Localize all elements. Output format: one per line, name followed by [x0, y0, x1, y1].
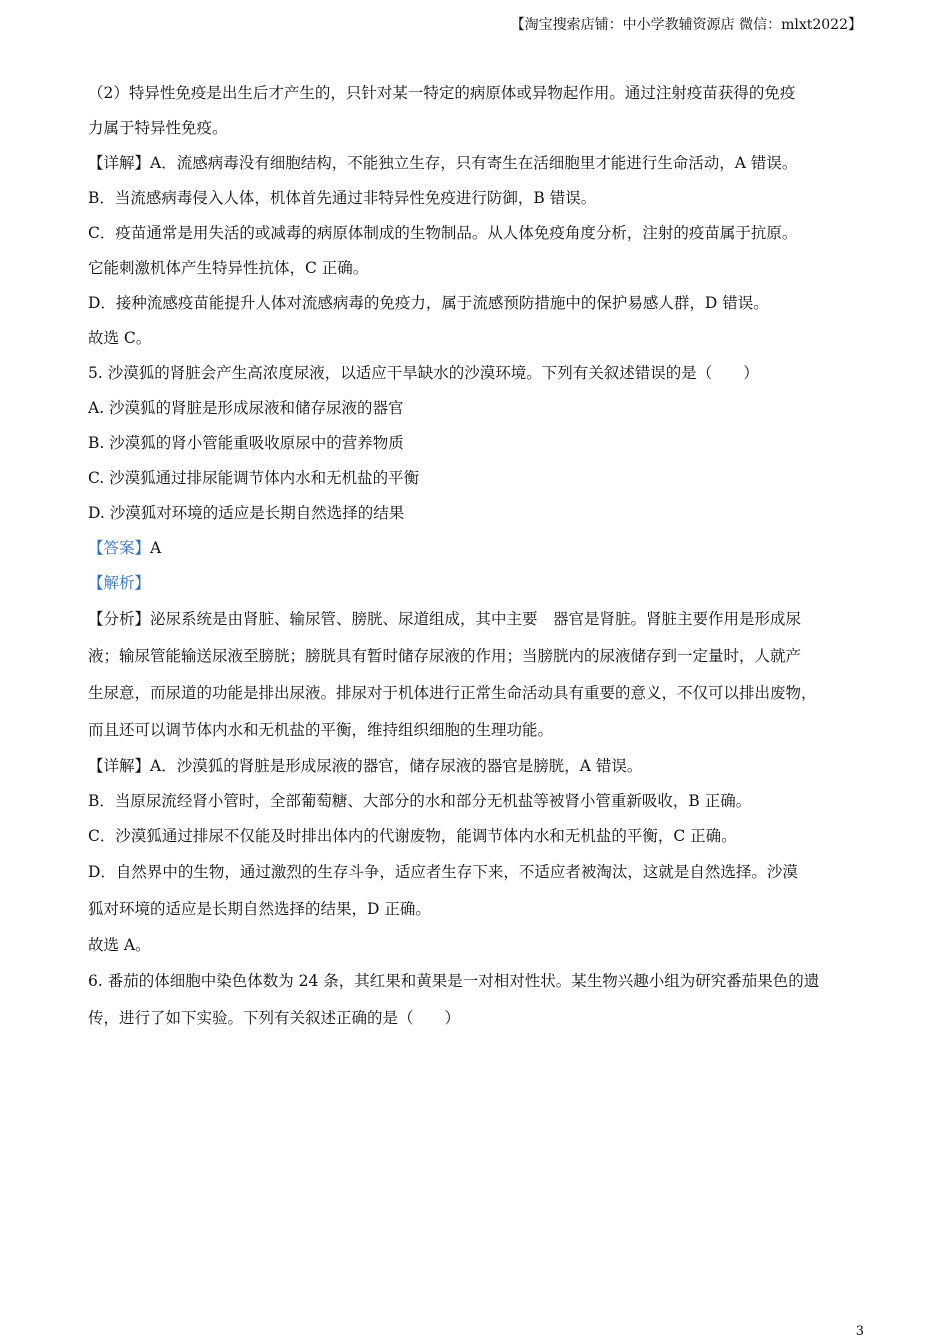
text-line: 力属于特异性免疫。 [88, 119, 228, 137]
answer-label: 【答案】 [88, 539, 151, 557]
text-line: 【详解】A．流感病毒没有细胞结构，不能独立生存，只有寄生在活细胞里才能进行生命活动，A 错误。 [88, 154, 798, 172]
text-line: 故选 A。 [88, 936, 151, 954]
question-6-stem-cont: 传，进行了如下实验。下列有关叙述正确的是（ ） [88, 1009, 461, 1027]
text-line: 而且还可以调节体内水和无机盐的平衡，维持组织细胞的生理功能。 [88, 721, 554, 739]
page-number: 3 [855, 1324, 864, 1339]
text-line: 生尿意，而尿道的功能是排出尿液。排尿对于机体进行正常生命活动具有重要的意义，不仅可以排出废物， [88, 684, 817, 702]
text-line: D．自然界中的生物，通过激烈的生存斗争，适应者生存下来，不适应者被淘汰，这就是自然选择。沙漠 [88, 863, 798, 881]
option-b: B. 沙漠狐的肾小管能重吸收原尿中的营养物质 [88, 434, 404, 452]
text-line: D．接种流感疫苗能提升人体对流感病毒的免疫力，属于流感预防措施中的保护易感人群，D 错误。 [88, 294, 769, 312]
text-line: 液；输尿管能输送尿液至膀胱；膀胱具有暂时储存尿液的作用；当膀胱内的尿液储存到一定量时，人就产 [88, 647, 802, 665]
page-header: 【淘宝搜索店铺：中小学教辅资源店 微信：mlxt2022】 [510, 17, 862, 33]
option-d: D. 沙漠狐对环境的适应是长期自然选择的结果 [88, 504, 405, 522]
option-c: C. 沙漠狐通过排尿能调节体内水和无机盐的平衡 [88, 469, 420, 487]
text-line: 故选 C。 [88, 329, 152, 347]
text-line: 【详解】A．沙漠狐的肾脏是形成尿液的器官，储存尿液的器官是膀胱，A 错误。 [88, 757, 643, 775]
text-line: 狐对环境的适应是长期自然选择的结果，D 正确。 [88, 900, 431, 918]
text-line: C．沙漠狐通过排尿不仅能及时排出体内的代谢废物，能调节体内水和无机盐的平衡，C 正确。 [88, 827, 737, 845]
analysis-label: 【解析】 [88, 574, 151, 592]
document-body [88, 76, 868, 1037]
question-6-stem: 6. 番茄的体细胞中染色体数为 24 条，其红果和黄果是一对相对性状。某生物兴趣小组为研究番茄果色的遗 [88, 972, 820, 990]
text-line: B．当流感病毒侵入人体，机体首先通过非特异性免疫进行防御，B 错误。 [88, 189, 597, 207]
option-a: A. 沙漠狐的肾脏是形成尿液和储存尿液的器官 [88, 399, 404, 417]
text-line: 【分析】泌尿系统是由肾脏、输尿管、膀胱、尿道组成，其中主要 器官是肾脏。肾脏主要作用是形成尿 [88, 610, 802, 628]
text-line: （2）特异性免疫是出生后才产生的，只针对某一特定的病原体或异物起作用。通过注射疫苗获得的免疫 [88, 84, 796, 102]
text-line: 它能刺激机体产生特异性抗体，C 正确。 [88, 259, 369, 277]
question-5-stem: 5. 沙漠狐的肾脏会产生高浓度尿液，以适应干旱缺水的沙漠环境。下列有关叙述错误的是（ ） [88, 364, 759, 382]
text-line: C．疫苗通常是用失活的或减毒的病原体制成的生物制品。从人体免疫角度分析，注射的疫苗属于抗原。 [88, 224, 798, 242]
answer-line [88, 531, 868, 566]
text-line: B．当原尿流经肾小管时，全部葡萄糖、大部分的水和部分无机盐等被肾小管重新吸收，B 正确。 [88, 792, 752, 810]
answer-value: A [150, 539, 162, 557]
